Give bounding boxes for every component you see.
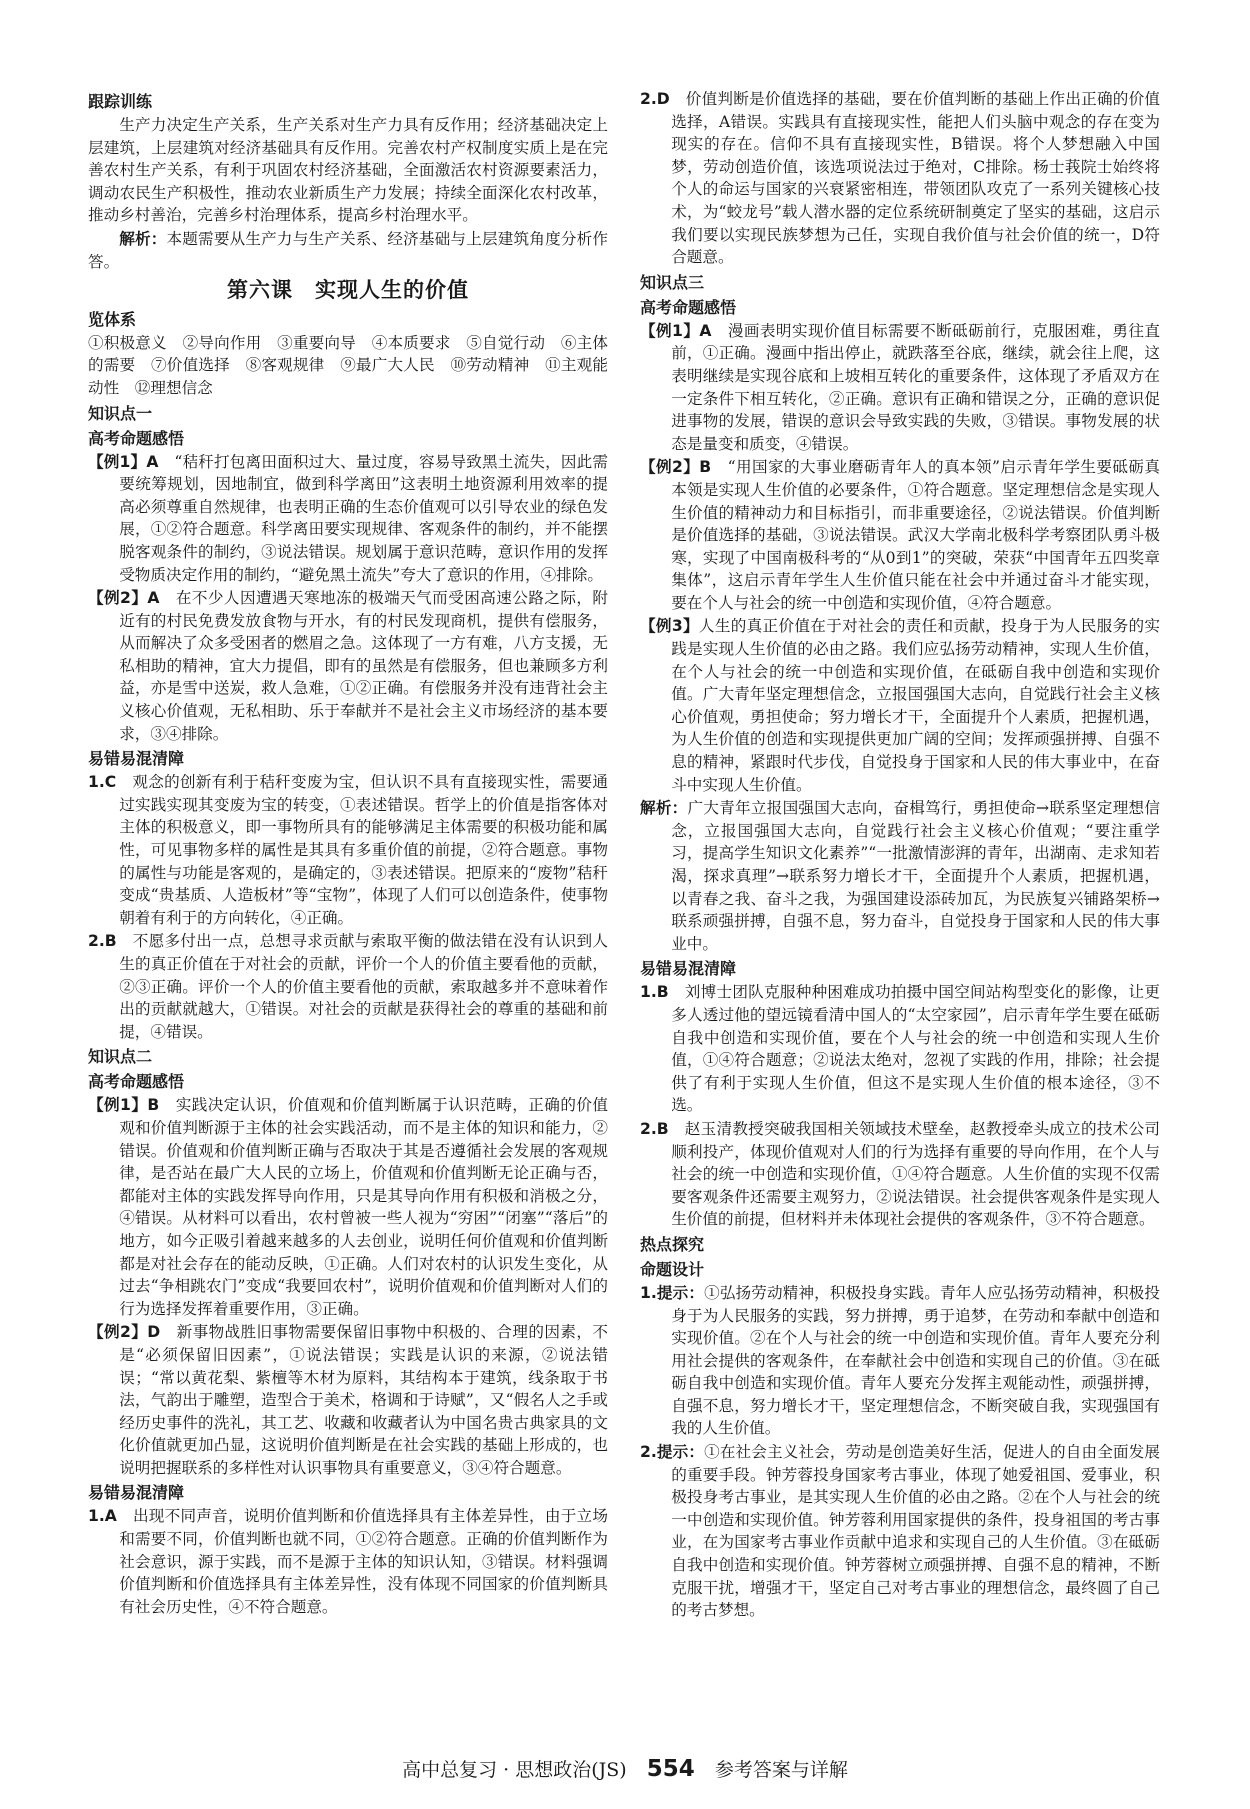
item-label: 1.A (88, 1507, 117, 1526)
item-text: 刘博士团队克服种种困难成功拍摄中国空间站构型变化的影像，让更多人透过他的望远镜看清中国人的“太空家园”，启示青年学生要在砥砺自我中创造和实现价值，要在个人与社会的统一中创造和实现人生价值，①④符合题意；②说法太绝对，忽视了实践的作用，排除；社会提供了有利于实现人生价值，但这不是实现人生价值的根本途径，③不选。 (671, 983, 1160, 1115)
track-training-analysis (88, 228, 608, 273)
track-training-body: 生产力决定生产关系，生产关系对生产力具有反作用；经济基础决定上层建筑，上层建筑对经济基础具有反作用。完善农村产权制度实质上是在完善农村生产关系，有利于巩固农村经济基础，全面激活农村资源要素活力，调动农民生产积极性，推动农业新质生产力发展；持续全面深化农村改革，推动乡村善治，完善乡村治理体系，提高乡村治理水平。 (88, 116, 608, 225)
item-label: 1.C (88, 773, 117, 792)
knowledge-point-3: 知识点三 (640, 272, 705, 292)
page-number: 554 (646, 1756, 695, 1782)
example-2 (88, 587, 608, 745)
gaokao-heading-2: 高考命题感悟 (88, 1072, 185, 1092)
hint-2 (640, 1441, 1160, 1622)
example-text: “秸秆打包离田面积过大、量过度，容易导致黑土流失，因此需要统筹规划，因地制宜，做到科学离田”这表明土地资源利用效率的提高必须尊重自然规律，也表明正确的生态价值观可以引导农业的绿色发展，①②符合题意。科学离田要实现规律、客观条件的制约，并不能摆脱客观条件的制约，③说法错误。规划属于意识范畴，意识作用的发挥受物质决定作用的制约，“避免黑土流失”夸大了意识的作用，④排除。 (119, 452, 608, 584)
hint-text: ①在社会主义社会，劳动是创造美好生活，促进人的自由全面发展的重要手段。钟芳蓉投身国家考古事业，体现了她爱祖国、爱事业，积极投身考古事业，是其实现人生价值的必由之路。②在个人与社会的统一中创造和实现价值。钟芳蓉利用国家提供的条件，投身祖国的考古事业，在为国家考古事业作贡献中追求和实现自己的人生价值。③在砥砺自我中创造和实现价值。钟芳蓉树立顽强拼搏、自强不息的精神，不断克服干扰，增强才干，坚定自己对考古事业的理想信念，最终圆了自己的考古梦想。 (671, 1443, 1160, 1620)
confusion-heading-2: 易错易混清障 (88, 1483, 185, 1503)
hint-1 (640, 1282, 1160, 1440)
overview-body: ①积极意义 ②导向作用 ③重要向导 ④本质要求 ⑤自觉行动 ⑥主体的需要 ⑦价值选择 ⑧客观规律 ⑨最广大人民 ⑩劳动精神 ⑪主观能动性 ⑫理想信念 (88, 333, 608, 397)
lesson-title: 第六课 实现人生的价值 (227, 278, 469, 303)
gaokao-heading-3: 高考命题感悟 (640, 297, 737, 317)
footer-section-title: 参考答案与详解 (714, 1759, 848, 1781)
example-3 (88, 1094, 608, 1320)
hint-label: 1.提示： (640, 1283, 705, 1302)
knowledge-point-1: 知识点一 (88, 403, 153, 423)
example-4 (88, 1321, 608, 1479)
answer-2d (640, 88, 1160, 269)
track-training-heading: 跟踪训练 (88, 92, 153, 111)
example-label: 【例1】B (88, 1096, 160, 1115)
item-text: 观念的创新有利于秸秆变废为宝，但认识不具有直接现实性，需要通过实践实现其变废为宝的转变，①表述错误。哲学上的价值是指客体对主体的积极意义，即一事物所具有的能够满足主体需要的积极功能和属性，可见事物多样的属性是其具有多重价值的前提，②符合题意。事物的属性与功能是客观的，是确定的，③表述错误。把原来的“废物”秸秆变成“贵基质、人造板材”等“宝物”，体现了人们可以创造条件，使事物朝着有利于的方向转化，④正确。 (119, 773, 608, 927)
confusion-item-3 (88, 1505, 608, 1618)
page-footer (0, 1755, 1250, 1782)
example-label: 【例2】B (640, 458, 712, 477)
left-column (88, 88, 608, 1619)
hint-text: ①弘扬劳动精神，积极投身实践。青年人应弘扬劳动精神，积极投身于为人民服务的实践，努力拼搏，勇于追梦，在劳动和奉献中创造和实现价值。②在个人与社会的统一中创造和实现价值。青年人要充分利用社会提供的客观条件，在奉献社会中创造和实现自己的价值。③在砥砺自我中创造和实现价值。青年人要充分发挥主观能动性，顽强拼搏，自强不息，努力增长才干，坚定理想信念，不断突破自我，实现强国有我的人生价值。 (671, 1283, 1160, 1438)
confusion-heading-3: 易错易混清障 (640, 959, 737, 979)
item-text: 出现不同声音，说明价值判断和价值选择具有主体差异性，由于立场和需要不同，价值判断也就不同，①②符合题意。正确的价值判断作为社会意识，源于实践，而不是源于主体的知识认知，③错误。材料强调价值判断和价值选择具有主体差异性，没有体现不同国家的价值判断具有社会历史性，④不符合题意。 (119, 1507, 608, 1616)
analysis-text: 本题需要从生产力与生产关系、经济基础与上层建筑角度分析作答。 (88, 229, 608, 271)
example-text: 新事物战胜旧事物需要保留旧事物中积极的、合理的因素，不是“必须保留旧因素”，①说法错误；实践是认识的来源，②说法错误；“常以黄花梨、紫檀等木材为原料，其结构本于建筑，线条取于书法，气韵出于雕塑，造型合于美术，格调和于诗赋”，又“假名人之手或经历史事件的洗礼，其工艺、收藏和收藏者认为中国名贵古典家具的文化价值就更加凸显，这说明价值判断是在社会实践的基础上形成的，也说明把握联系的多样性对认识事物具有重要意义，③④符合题意。 (119, 1323, 608, 1477)
example-7-analysis (640, 797, 1160, 955)
hot-topic-heading: 热点探究 (640, 1234, 705, 1254)
confusion-item-5 (640, 1118, 1160, 1231)
example-text: 人生的真正价值在于对社会的责任和贡献，投身于为人民服务的实践是实现人生价值的必由之路。我们应弘扬劳动精神，实现人生价值，在个人与社会的统一中创造和实现价值，在砥砺自我中创造和实现价值。广大青年坚定理想信念，立报国强国大志向，自觉践行社会主义核心价值观，勇担使命；努力增长才干，全面提升个人素质，把握机遇，为人生价值的创造和实现提供更加广阔的空间；发挥顽强拼搏、自强不息的精神，紧跟时代步伐，自觉投身于国家和人民的伟大事业中，在奋斗中实现人生价值。 (671, 617, 1160, 794)
analysis-label: 解析： (119, 229, 167, 248)
item-text: 价值判断是价值选择的基础，要在价值判断的基础上作出正确的价值选择，A错误。实践具有直接现实性，能把人们头脑中观念的存在变为现实的存在。信仰不具有直接现实性，B错误。将个人梦想融入中国梦，劳动创造价值，该选项说法过于绝对，C排除。杨士莪院士始终将个人的命运与国家的兴衰紧密相连，带领团队攻克了一系列关键核心技术，为“蛟龙号”载人潜水器的定位系统研制奠定了坚实的基础，这启示我们要以实现民族梦想为己任，实现自我价值与社会价值的统一，D符合题意。 (671, 90, 1160, 267)
example-6 (640, 456, 1160, 614)
item-text: 赵玉清教授突破我国相关领域技术壁垒，赵教授牵头成立的技术公司顺利投产，体现价值观对人们的行为选择有重要的导向作用，在个人与社会的统一中创造和实现价值，①④符合题意。人生价值的实现不仅需要客观条件还需要主观努力，②说法错误。社会提供客观条件是实现人生价值的前提，但材料并未体现社会提供的客观条件，③不符合题意。 (671, 1119, 1160, 1229)
example-7 (640, 615, 1160, 796)
example-label: 【例1】A (640, 321, 712, 340)
right-column (640, 88, 1160, 1623)
footer-book-title: 高中总复习 · 思想政治(JS) (402, 1759, 627, 1781)
example-text: 漫画表明实现价值目标需要不断砥砺前行，克服困难，勇往直前，①正确。漫画中指出停止，就跌落至谷底，继续，就会往上爬，这表明继续是实现谷底和上坡相互转化的重要条件，这体现了矛盾双方在一定条件下相互转化，②正确。意识有正确和错误之分，正确的意识促进事物的发展，错误的意识会导致实践的失败，③错误。事物发展的状态是量变和质变，④错误。 (671, 321, 1160, 453)
example-label: 【例1】A (88, 452, 159, 471)
confusion-item-4 (640, 981, 1160, 1117)
knowledge-point-2: 知识点二 (88, 1047, 153, 1067)
confusion-item-1 (88, 771, 608, 929)
confusion-heading-1: 易错易混清障 (88, 749, 185, 769)
item-label: 1.B (640, 983, 669, 1002)
example-1 (88, 451, 608, 587)
confusion-item-2 (88, 930, 608, 1043)
analysis-text: 广大青年立报国强国大志向，奋楫笃行，勇担使命→联系坚定理想信念，立报国强国大志向，自觉践行社会主义核心价值观；“要注重学习，提高学生知识文化素养”“一批激情澎湃的青年，出湖南、走求知若渴，探求真理”→联系努力增长才干，全面提升个人素质，把握机遇，以青春之我、奋斗之我，为强国建设添砖加瓦，为民族复兴铺路架桥→联系顽强拼搏，自强不息，努力奋斗，自觉投身于国家和人民的伟大事业中。 (671, 799, 1160, 953)
analysis-label: 解析： (640, 799, 688, 818)
example-label: 【例2】A (88, 589, 160, 608)
hint-label: 2.提示： (640, 1443, 705, 1462)
example-text: 实践决定认识，价值观和价值判断属于认识范畴，正确的价值观和价值判断源于主体的社会实践活动，而不是主体的知识和能力，②错误。价值观和价值判断正确与否取决于其是否遵循社会发展的客观规律，是否站在最广大人民的立场上，价值观和价值判断无论正确与否，都能对主体的实践发挥导向作用，只是其导向作用有积极和消极之分，④错误。从材料可以看出，农村曾被一些人视为“穷困”“闭塞”“落后”的地方，如今正吸引着越来越多的人去创业，说明任何价值观和价值判断都是对社会存在的能动反映，①正确。人们对农村的认识发生变化，从过去“争相跳农门”变成“我要回农村”，说明价值观和价值判断对人们的行为选择发挥着重要作用，③正确。 (119, 1096, 608, 1318)
item-text: 不愿多付出一点，总想寻求贡献与索取平衡的做法错在没有认识到人生的真正价值在于对社会的贡献，评价一个人的价值主要看他的贡献，②③正确。评价一个人的价值主要看他的贡献，索取越多并不意味着作出的贡献就越大，①错误。对社会的贡献是获得社会的尊重的基础和前提，④错误。 (119, 932, 608, 1041)
example-text: “用国家的大事业磨砺青年人的真本领”启示青年学生要砥砺真本领是实现人生价值的必要条件，①符合题意。坚定理想信念是实现人生价值的精神动力和目标指引，而非重要途径，②说法错误。价值判断是价值选择的基础，③说法错误。武汉大学南北极科学考察团队勇斗极寒，实现了中国南极科考的“从0到1”的突破，荣获“中国青年五四奖章集体”，这启示青年学生人生价值只能在社会中并通过奋斗才能实现，要在个人与社会的统一中创造和实现价值，④符合题意。 (671, 458, 1160, 612)
example-5 (640, 320, 1160, 456)
item-label: 2.B (640, 1119, 669, 1138)
example-text: 在不少人因遭遇天寒地冻的极端天气而受困高速公路之际，附近有的村民免费发放食物与开水，有的村民发现商机，提供有偿服务，从而解决了众多受困者的燃眉之急。这体现了一方有难，八方支援，无私相助的精神，宜大力提倡，即有的虽然是有偿服务，但也兼顾多方利益，亦是雪中送炭，救人急难，①②正确。有偿服务并没有违背社会主义核心价值观，无私相助、乐于奉献并不是社会主义市场经济的基本要求，③④排除。 (119, 589, 608, 743)
item-label: 2.D (640, 90, 670, 108)
item-label: 2.B (88, 932, 117, 951)
example-label: 【例2】D (88, 1323, 161, 1342)
example-label: 【例3】 (640, 617, 699, 636)
gaokao-heading-1: 高考命题感悟 (88, 428, 185, 448)
overview-heading: 览体系 (88, 309, 137, 329)
question-design-heading: 命题设计 (640, 1259, 705, 1279)
